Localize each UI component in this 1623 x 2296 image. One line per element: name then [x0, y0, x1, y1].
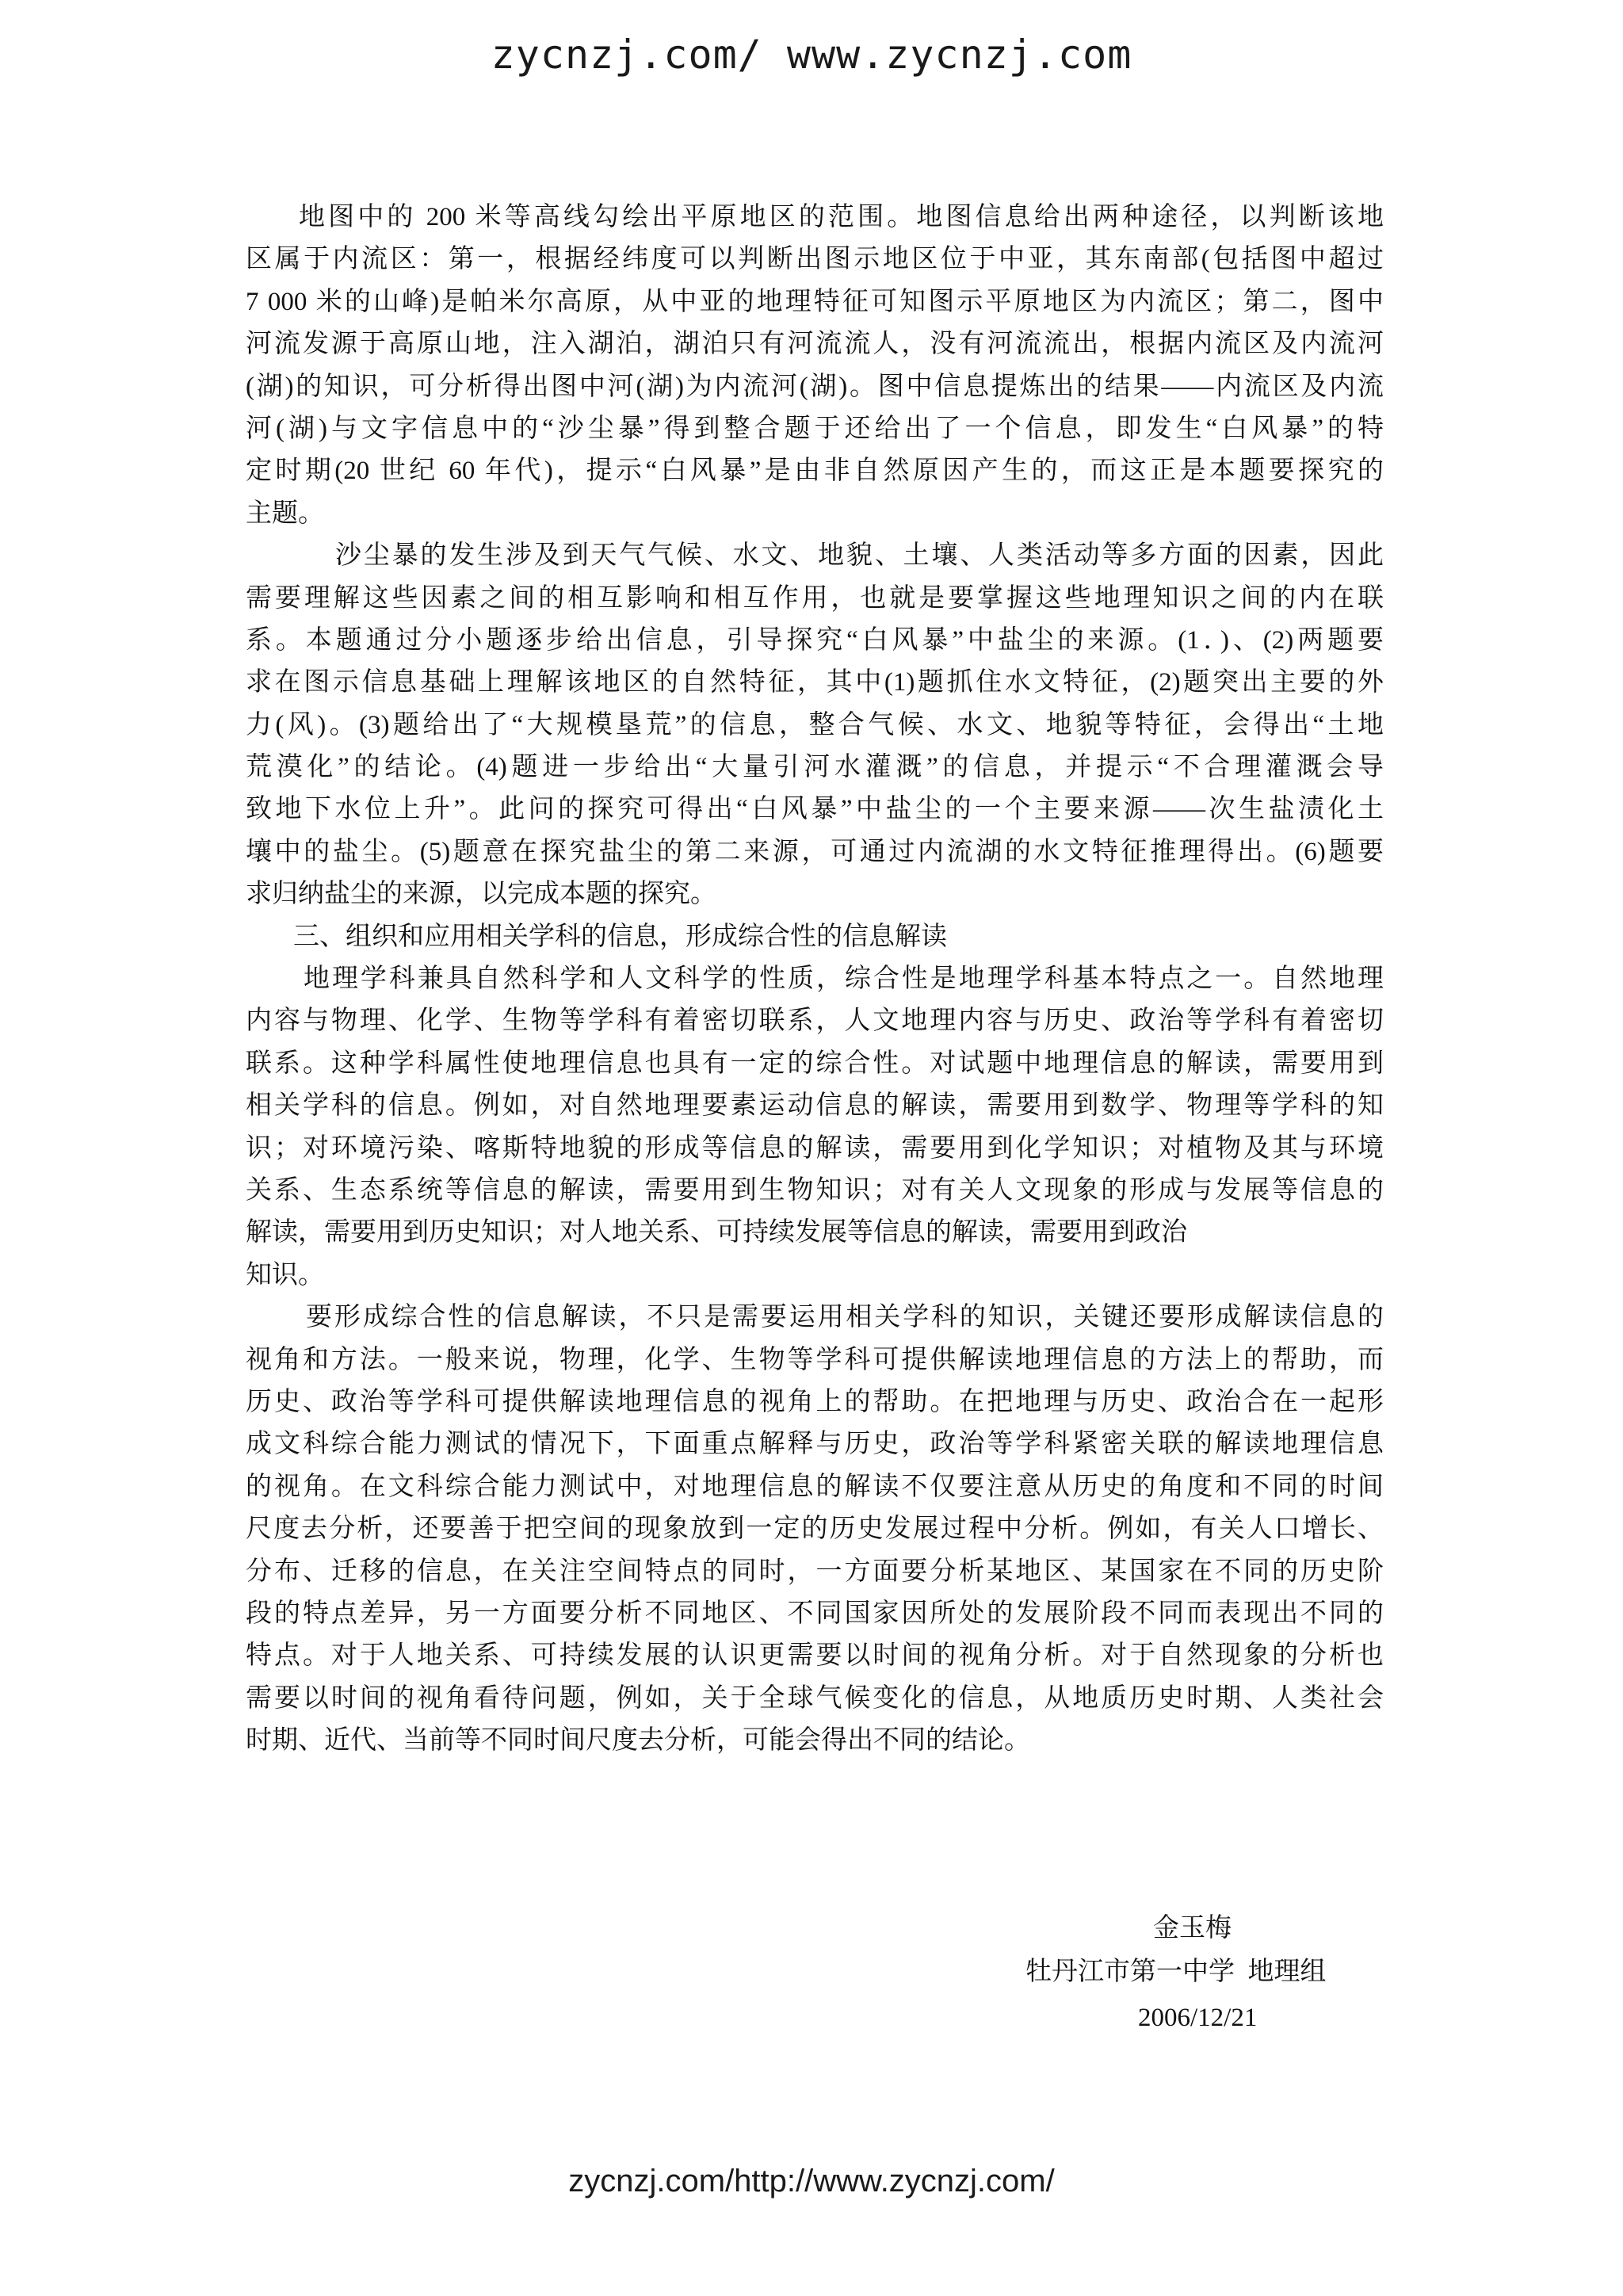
paragraph-line: 要形成综合性的信息解读，不只是需要运用相关学科的知识，关键还要形成解读信息的 — [306, 1303, 1384, 1332]
paragraph-line: 段的特点差异，另一方面要分析不同地区、不同国家因所处的发展阶段不同而表现出不同的 — [246, 1599, 1384, 1628]
paragraph-line: 主题。 — [246, 499, 324, 528]
paragraph-line: 时期、近代、当前等不同时间尺度去分析，可能会得出不同的结论。 — [246, 1726, 1030, 1755]
paragraph-line: 需要以时间的视角看待问题，例如，关于全球气候变化的信息，从地质历史时期、人类社会 — [246, 1683, 1384, 1713]
paragraph — [246, 958, 1384, 1297]
paragraph-line: 特点。对于人地关系、可持续发展的认识更需要以时间的视角分析。对于自然现象的分析也 — [246, 1641, 1384, 1671]
paragraph-line: 的视角。在文科综合能力测试中，对地理信息的解读不仅要注意从历史的角度和不同的时间 — [246, 1472, 1384, 1501]
paragraph-line: 成文科综合能力测试的情况下，下面重点解释与历史，政治等学科紧密关联的解读地理信息 — [246, 1430, 1384, 1459]
paragraph-line: 解读，需要用到历史知识；对人地关系、可持续发展等信息的解读，需要用到政治 — [246, 1218, 1187, 1247]
paragraph — [246, 535, 1384, 916]
paragraph-line: 历史、政治等学科可提供解读地理信息的视角上的帮助。在把地理与历史、政治合在一起形 — [246, 1387, 1384, 1416]
footer-watermark: zycnzj.com/http://www.zycnzj.com/ — [568, 2164, 1055, 2199]
paragraph-line: 关系、生态系统等信息的解读，需要用到生物知识；对有关人文现象的形成与发展等信息的 — [246, 1175, 1384, 1205]
paragraph — [246, 197, 1384, 535]
document-body — [246, 197, 1384, 1762]
paragraph-line: (湖)的知识，可分析得出图中河(湖)为内流河(湖)。图中信息提炼出的结果——内流区及内流 — [246, 372, 1384, 401]
paragraph-line: 地理学科兼具自然科学和人文科学的性质，综合性是地理学科基本特点之一。自然地理 — [304, 965, 1384, 994]
paragraph-line: 区属于内流区：第一，根据经纬度可以判断出图示地区位于中亚，其东南部(包括图中超过 — [246, 245, 1384, 274]
paragraph-line: 尺度去分析，还要善于把空间的现象放到一定的历史发展过程中分析。例如，有关人口增长、 — [246, 1515, 1384, 1544]
paragraph-line: 7 000 米的山峰)是帕米尔高原，从中亚的地理特征可知图示平原地区为内流区；第二，图中 — [246, 287, 1384, 316]
paragraph-line: 荒漠化”的结论。(4)题进一步给出“大量引河水灌溉”的信息，并提示“不合理灌溉会导 — [246, 753, 1384, 782]
author-affiliation: 牡丹江市第一中学 地理组 — [1025, 1958, 1327, 1986]
signature-date: 2006/12/21 — [1138, 2004, 1258, 2032]
paragraph — [246, 1297, 1384, 1762]
paragraph-line: 壤中的盐尘。(5)题意在探究盐尘的第二来源，可通过内流湖的水文特征推理得出。(6)题要 — [246, 837, 1384, 866]
paragraph-line: 系。本题通过分小题逐步给出信息，引导探究“白风暴”中盐尘的来源。(1．)、(2)两题要 — [246, 625, 1384, 655]
paragraph-line: 相关学科的信息。例如，对自然地理要素运动信息的解读，需要用到数学、物理等学科的知 — [246, 1091, 1384, 1121]
section-heading: 三、组织和应用相关学科的信息，形成综合性的信息解读 — [293, 922, 947, 951]
paragraph-line: 联系。这种学科属性使地理信息也具有一定的综合性。对试题中地理信息的解读，需要用到 — [246, 1049, 1384, 1078]
paragraph-line: 需要理解这些因素之间的相互影响和相互作用，也就是要掌握这些地理知识之间的内在联 — [246, 583, 1384, 613]
paragraph-line: 分布、迁移的信息，在关注空间特点的同时，一方面要分析某地区、某国家在不同的历史阶 — [246, 1557, 1384, 1586]
paragraph-line: 河流发源于高原山地，注入湖泊，湖泊只有河流流人，没有河流流出，根据内流区及内流河 — [246, 330, 1384, 359]
paragraph-line: 知识。 — [246, 1260, 324, 1289]
paragraph-line: 致地下水位上升”。此问的探究可得出“白风暴”中盐尘的一个主要来源——次生盐渍化土 — [246, 795, 1384, 824]
paragraph-line: 力(风)。(3)题给出了“大规模垦荒”的信息，整合气候、水文、地貌等特征，会得出“土地 — [246, 710, 1384, 739]
paragraph-line: 沙尘暴的发生涉及到天气气候、水文、地貌、土壤、人类活动等多方面的因素，因此 — [335, 541, 1384, 571]
header-watermark: zycnzj.com/ www.zycnzj.com — [491, 32, 1132, 78]
paragraph-line: 求归纳盐尘的来源，以完成本题的探究。 — [246, 880, 716, 909]
paragraph-line: 定时期(20 世纪 60 年代)，提示“白风暴”是由非自然原因产生的，而这正是本题要探究的 — [246, 457, 1384, 486]
paragraph-line: 内容与物理、化学、生物等学科有着密切联系，人文地理内容与历史、政治等学科有着密切 — [246, 1007, 1384, 1036]
author-name: 金玉梅 — [1153, 1914, 1232, 1943]
paragraph-line: 地图中的 200 米等高线勾绘出平原地区的范围。地图信息给出两种途径，以判断该地 — [299, 203, 1384, 231]
paragraph-line: 识；对环境污染、喀斯特地貌的形成等信息的解读，需要用到化学知识；对植物及其与环境 — [246, 1133, 1384, 1163]
paragraph-line: 视角和方法。一般来说，物理，化学、生物等学科可提供解读地理信息的方法上的帮助，而 — [246, 1345, 1384, 1374]
paragraph-line: 河(湖)与文字信息中的“沙尘暴”得到整合题于还给出了一个信息，即发生“白风暴”的特 — [246, 414, 1384, 443]
paragraph-line: 求在图示信息基础上理解该地区的自然特征，其中(1)题抓住水文特征，(2)题突出主要的外 — [246, 668, 1384, 697]
